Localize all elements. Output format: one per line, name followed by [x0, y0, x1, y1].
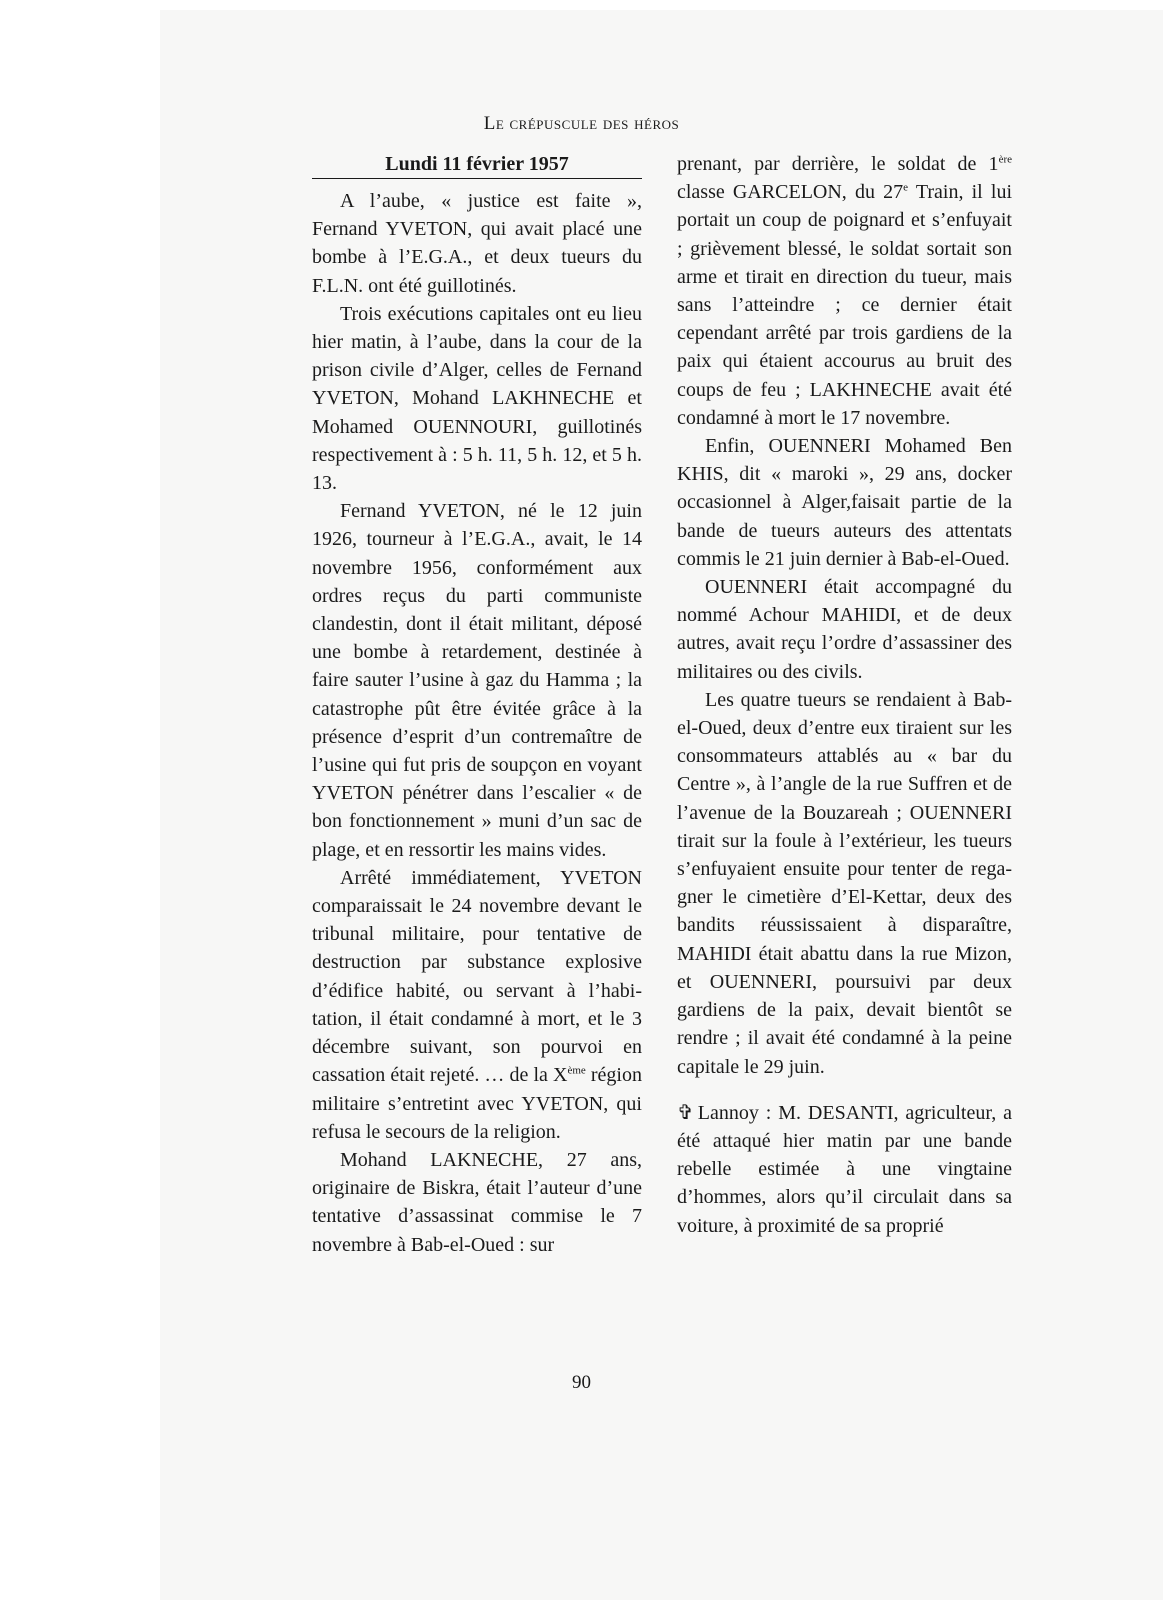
paragraph — [312, 864, 642, 1146]
paragraph: Les quatre tueurs se rendaient à Bab-el-Oued, deux d’entre eux tiraient sur les consommateurs attablés au « bar du Centre », à l’angle de la rue Suffren et de l’avenue de la Bouzareah ; OUENNERI tirait sur la foule à l’extérieur, les tueurs s’enfuyaient ensuite pour tenter de regagner le cimetière d’El-Kettar, deux des bandits réussissaient à disparaître, MAHIDI était abattu dans la rue Mizon, et OUENNERI, poursuivi par deux gardiens de la paix, devait bientôt se rendre ; il avait été condamné à la peine capitale le 29 juin. — [677, 688, 1012, 1078]
paragraph — [677, 150, 1012, 432]
paragraph: Mohand LAKNECHE, 27 ans, originaire de Biskra, était l’auteur d’une tentative d’assassinat commise le 7 novembre à Bab-el-Oued : sur — [312, 1148, 642, 1256]
text-run: classe GARCELON, du 27 — [677, 181, 904, 204]
date-heading: Lundi 11 février 1957 — [312, 150, 642, 179]
page-number: 90 — [572, 1372, 591, 1393]
paragraph: OUENNERI était accompagné du nommé Achour MAHIDI, et de deux autres, avait reçu l’ordre d’assassiner des militaires ou des civils. — [677, 576, 1012, 683]
running-head: Le crépuscule des héros — [483, 113, 680, 134]
superscript: ère — [998, 153, 1012, 166]
text-run: Lannoy : M. DESANTI, agriculteur, a été attaqué hier matin par une bande rebelle estimée à une vingtaine d’hommes, alors qu’il circulait dans sa voiture, à proximité de sa proprié — [677, 1101, 1012, 1237]
paragraph: Enfin, OUENNERI Mohamed Ben KHIS, dit « maroki », 29 ans, docker occasionnel à Alger,faisait partie de la bande de tueurs auteurs des attentats commis le 21 juin dernier à Bab-el-Oued. — [677, 435, 1012, 570]
paragraph — [677, 1099, 1012, 1240]
text-run: Arrêté immédiatement, YVETON comparaissait le 24 novembre devant le tribunal militaire, pour tentative de destruction par substance explosive d’édifice habité, ou servant à l’habitation, il était condamné à mort, et le 3 décembre suivant, son pourvoi en cassation était rejeté. … de la X — [312, 866, 642, 1087]
page-scan-area — [160, 10, 1163, 1600]
cross-icon: ✞ — [677, 1101, 694, 1124]
right-column — [677, 150, 1012, 1240]
text-run: prenant, par derrière, le soldat de 1 — [677, 153, 999, 175]
text-run: région militaire s’entretint avec YVETON, qui refusa le secours de la religion. — [312, 1064, 642, 1143]
left-column — [312, 150, 642, 1259]
paragraph: Trois exécutions capitales ont eu lieu hier matin, à l’aube, dans la cour de la prison civile d’Alger, celles de Fernand YVETON, Mohand LAKHNECHE et Mohamed OUENNOURI, guillotinés respectivement à : 5 h. 11, 5 h. 12, et 5 h. 13. — [312, 302, 642, 495]
paragraph: Fernand YVETON, né le 12 juin 1926, tourneur à l’E.G.A., avait, le 14 novembre 1956, conformément aux ordres reçus du parti communiste clandestin, dont il était militant, déposé une bombe à retardement, destinée à faire sauter l’usine à gaz du Hamma ; la catastrophe pût être évitée grâce à la présence d’esprit d’un contremaître de l’usine qui fut pris de soupçon en voyant YVETON pénétrer dans l’escalier « de bon fonctionnement » muni d’un sac de plage, et en ressortir les mains vides. — [312, 500, 642, 861]
superscript: ème — [567, 1064, 586, 1077]
text-run: Train, il lui portait un coup de poignard et s’enfuyait ; grièvement blessé, le soldat sortait son arme et tirait en direction du tueur, mais sans l’atteindre ; ce dernier était cependant arrêté par trois gardiens de la paix qui étaient accourus au bruit des coups de feu ; LAKHNECHE avait été condamné à mort le 17 novembre. — [677, 181, 1012, 429]
superscript: e — [903, 181, 909, 194]
paragraph: A l’aube, « justice est faite », Fernand YVETON, qui avait placé une bombe à l’E.G.A., et deux tueurs du F.L.N. ont été guillotinés. — [312, 190, 642, 297]
